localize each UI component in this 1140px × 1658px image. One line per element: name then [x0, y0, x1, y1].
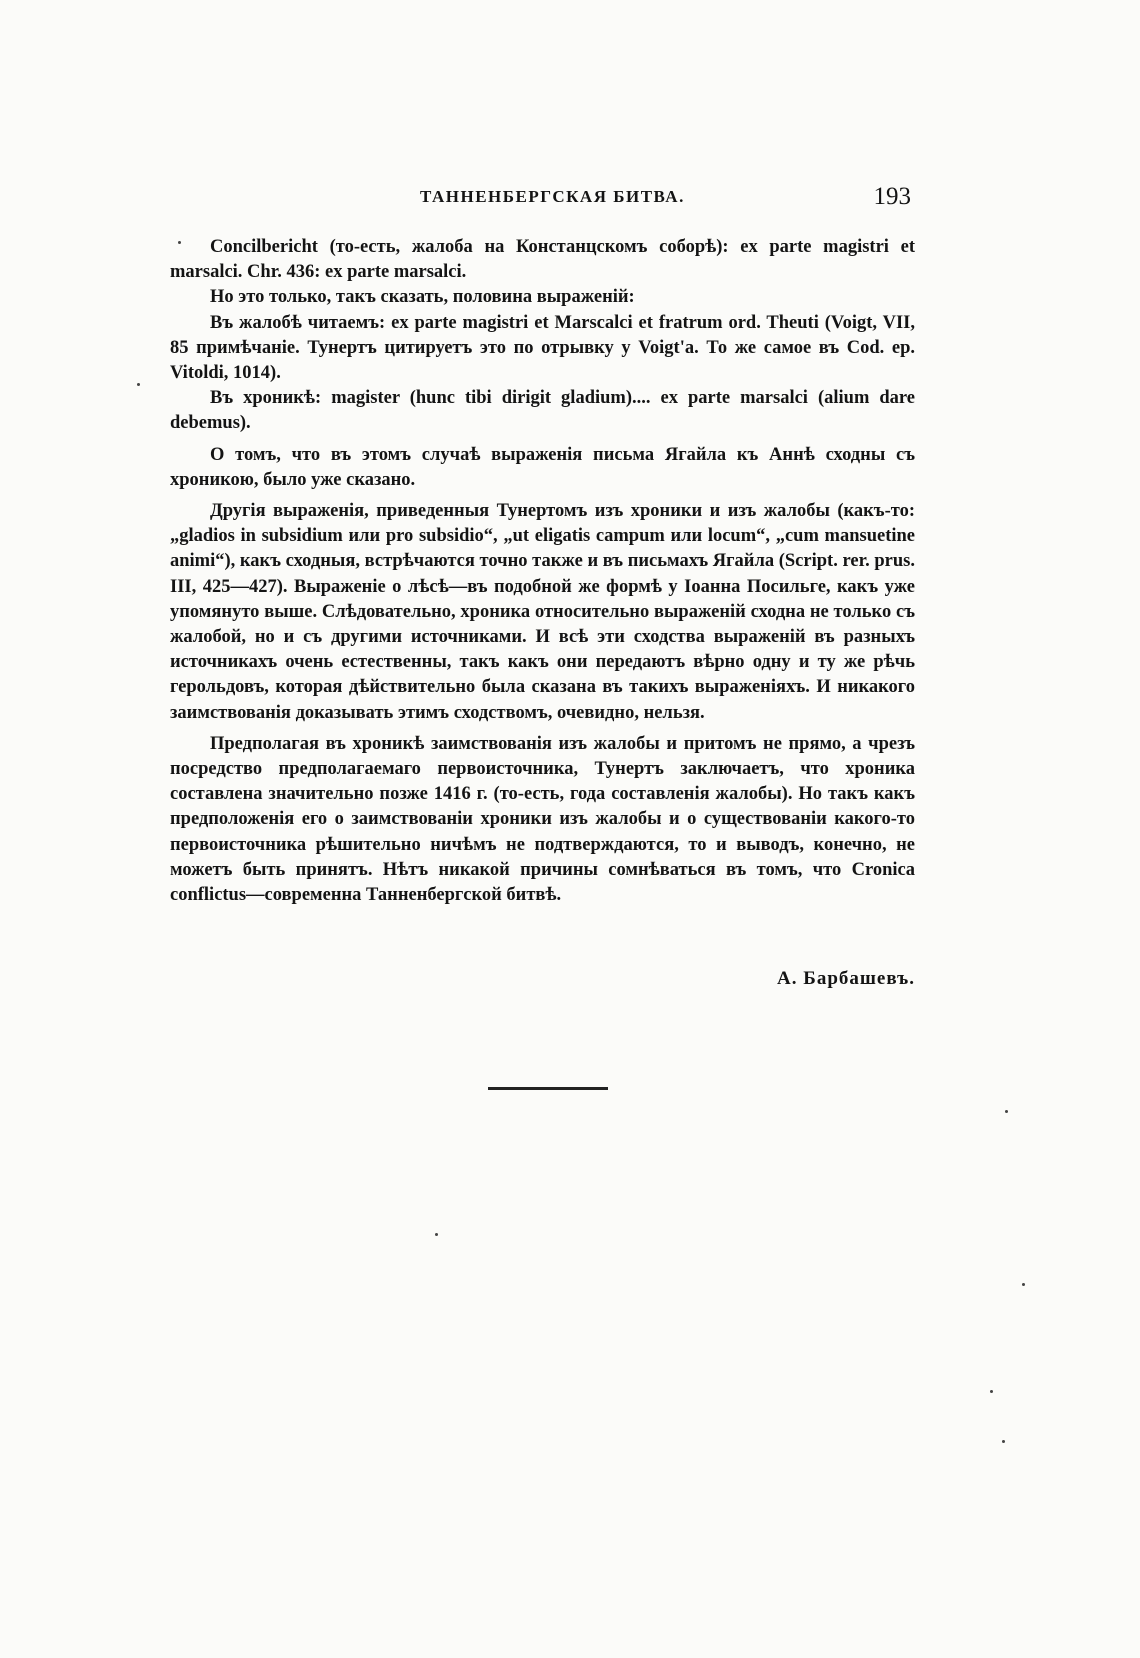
- page-header: [170, 183, 915, 213]
- paragraph: Другія выраженія, приведенныя Тунертомъ изъ хроники и изъ жалобы (какъ-то: „gladios in subsidium или pro subsidio“, „ut eligatis campum или locum“, „cum mansuetine animi“), какъ сходныя, встрѣчаются точно также и въ письмахъ Ягайла (Script. rer. prus. III, 425—427). Выраженіе о лѣсѣ—въ подобной же формѣ у Іоанна Посильге, какъ уже упомянуто выше. Слѣдовательно, хроника относительно выраженій сходна не только съ жалобой, но и съ другими источниками. И всѣ эти сходства выраженій въ разныхъ источникахъ очень естественны, такъ какъ они передаютъ вѣрно одну и ту же рѣчь герольдовъ, которая дѣйствительно была сказана въ такихъ выраженіяхъ. И никакого заимствованія доказывать этимъ сходствомъ, очевидно, нельзя.: [170, 501, 915, 723]
- ink-speck: [990, 1390, 993, 1393]
- paragraph: Въ жалобѣ читаемъ: ex parte magistri et Marscalci et fratrum ord. Theuti (Voigt, VII, 85 примѣчаніе. Тунертъ цитируетъ это по отрывку у Voigt'a. То же самое въ Cod. ep. Vitoldi, 1014).: [170, 312, 915, 384]
- end-rule: [488, 1087, 608, 1090]
- paragraph: Предполагая въ хроникѣ заимствованія изъ жалобы и притомъ не прямо, а чрезъ посредство предполагаемаго первоисточника, Тунертъ заключаетъ, что хроника составлена значительно позже 1416 г. (то-есть, года составленія жалобы). Но такъ какъ предположенія его о заимствованіи хроники изъ жалобы и о существованіи какого-то первоисточника рѣшительно ничѣмъ не подтверждаются, то и выводъ, конечно, не можетъ быть принятъ. Нѣтъ никакой причины сомнѣваться въ томъ, что Cronica conflictus—современна Танненбергской битвѣ.: [170, 733, 915, 906]
- ink-speck: [1022, 1283, 1025, 1286]
- running-title: ТАННЕНБЕРГСКАЯ БИТВА.: [420, 187, 685, 206]
- ink-speck: [435, 1233, 438, 1236]
- ink-speck: [137, 383, 140, 386]
- ink-speck: [178, 241, 181, 244]
- paragraph: Concilbericht (то-есть, жалоба на Констанцскомъ соборѣ): ex parte magistri et marsalci. Chr. 436: ex parte marsalci.: [170, 237, 915, 283]
- paragraph: О томъ, что въ этомъ случаѣ выраженія письма Ягайла къ Аннѣ сходны съ хроникою, было уже сказано.: [170, 444, 915, 490]
- ink-speck: [1002, 1440, 1005, 1443]
- page-number: 193: [873, 183, 911, 210]
- ink-speck: [1005, 1110, 1008, 1113]
- paragraph: Въ хроникѣ: magister (hunc tibi dirigit gladium).... ex parte marsalci (alium dare debemus).: [170, 388, 915, 434]
- paragraph: Но это только, такъ сказать, половина выраженій:: [210, 287, 635, 308]
- author-signature: А. Барбашевъ.: [777, 968, 915, 989]
- body-text: [170, 235, 915, 908]
